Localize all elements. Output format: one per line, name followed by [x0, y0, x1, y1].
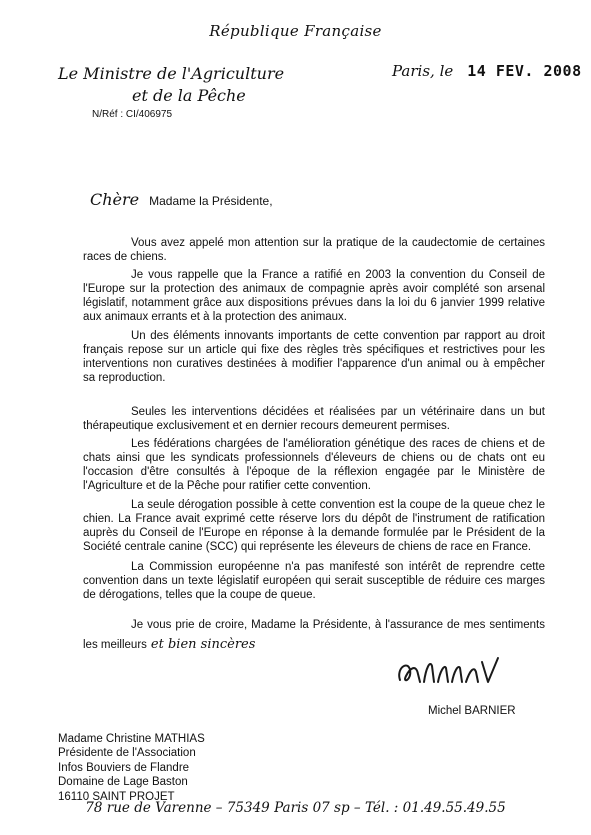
ministre-line-2: et de la Pêche: [132, 86, 246, 105]
paragraph-1: [83, 236, 545, 264]
paragraph-2: [83, 268, 545, 324]
salutation: [90, 190, 273, 209]
ministre-line-1: Le Ministre de l'Agriculture: [58, 64, 285, 83]
paragraph-text: Les fédérations chargées de l'amélioration génétique des races de chiens et de chats ainsi que les syndicats professionnels d'éleveurs de chiens ou de chats ont eu l'occasion d'être consultés à l'époque de la réflexion engagée par le Ministère de l'Agriculture et de la Pêche pour ratifier cette convention.: [83, 438, 545, 492]
salutation-text: Madame la Présidente,: [149, 194, 273, 208]
paragraph-3: [83, 329, 545, 385]
paragraph-text: Un des éléments innovants importants de cette convention par rapport au droit français repose sur un article qui fixe des règles très spécifiques et restrictives pour les interventions non curatives destinées à modifier l'apparence d'un animal ou à empêcher sa reproduction.: [83, 330, 545, 384]
paragraph-text: Je vous rappelle que la France a ratifié en 2003 la convention du Conseil de l'Europe sur la protection des animaux de compagnie après avoir complété son arsenal législatif, notamment grâce aux dispositions prévues dans la loi du 6 janvier 1999 relative aux animaux errants et à la protection des animaux.: [83, 269, 545, 323]
paragraph-text: La Commission européenne n'a pas manifesté son intérêt de reprendre cette convention dans un texte législatif européen qui serait susceptible de réduire ces marges de dérogations, telles que la coupe de queue.: [83, 561, 545, 601]
paragraph-4: [83, 405, 545, 433]
date-stamp: 14 FEV. 2008: [467, 62, 582, 80]
address-line: Domaine de Lage Baston: [58, 776, 188, 789]
paragraph-7: [83, 560, 545, 602]
closing-handwritten: et bien sincères: [150, 637, 256, 652]
paragraph-text: La seule dérogation possible à cette convention est la coupe de la queue chez le chien. La France avait exprimé cette réserve lors du dépôt de l'instrument de ratification auprès du Conseil de l'Europe en réponse à la demande formulée par le Président de la Société centrale canine (SCC) qui représente les éleveurs de chiens de race en France.: [83, 499, 545, 553]
signer-name: Michel BARNIER: [428, 705, 516, 717]
footer-address: 78 rue de Varenne – 75349 Paris 07 sp – Tél. : 01.49.55.49.55: [85, 800, 506, 816]
reference-number: N/Réf : CI/406975: [92, 109, 173, 120]
address-line: Madame Christine MATHIAS: [58, 733, 205, 745]
paragraph-text: Seules les interventions décidées et réalisées par un vétérinaire dans un but thérapeutique exclusivement et en dernier recours demeurent permises.: [83, 406, 545, 432]
handwritten-signature: [394, 646, 506, 692]
recipient-address: [58, 732, 205, 804]
address-line: 16110 SAINT PROJET: [58, 790, 175, 803]
republique-francaise-heading: République Française: [209, 22, 382, 40]
paragraph-6: [83, 498, 545, 554]
date-line: [392, 62, 582, 80]
date-prefix: Paris, le: [392, 62, 454, 80]
handwritten-salutation: Chère: [90, 190, 140, 209]
address-line: Infos Bouviers de Flandre: [58, 761, 190, 774]
paragraph-5: [83, 437, 545, 493]
address-line: Présidente de l'Association: [58, 747, 196, 760]
paragraph-text: Vous avez appelé mon attention sur la pratique de la caudectomie de certaines races de chiens.: [83, 237, 545, 263]
closing-text: Je vous prie de croire, Madame la Présidente, à l'assurance de mes sentiments les meilleurs: [83, 619, 545, 651]
